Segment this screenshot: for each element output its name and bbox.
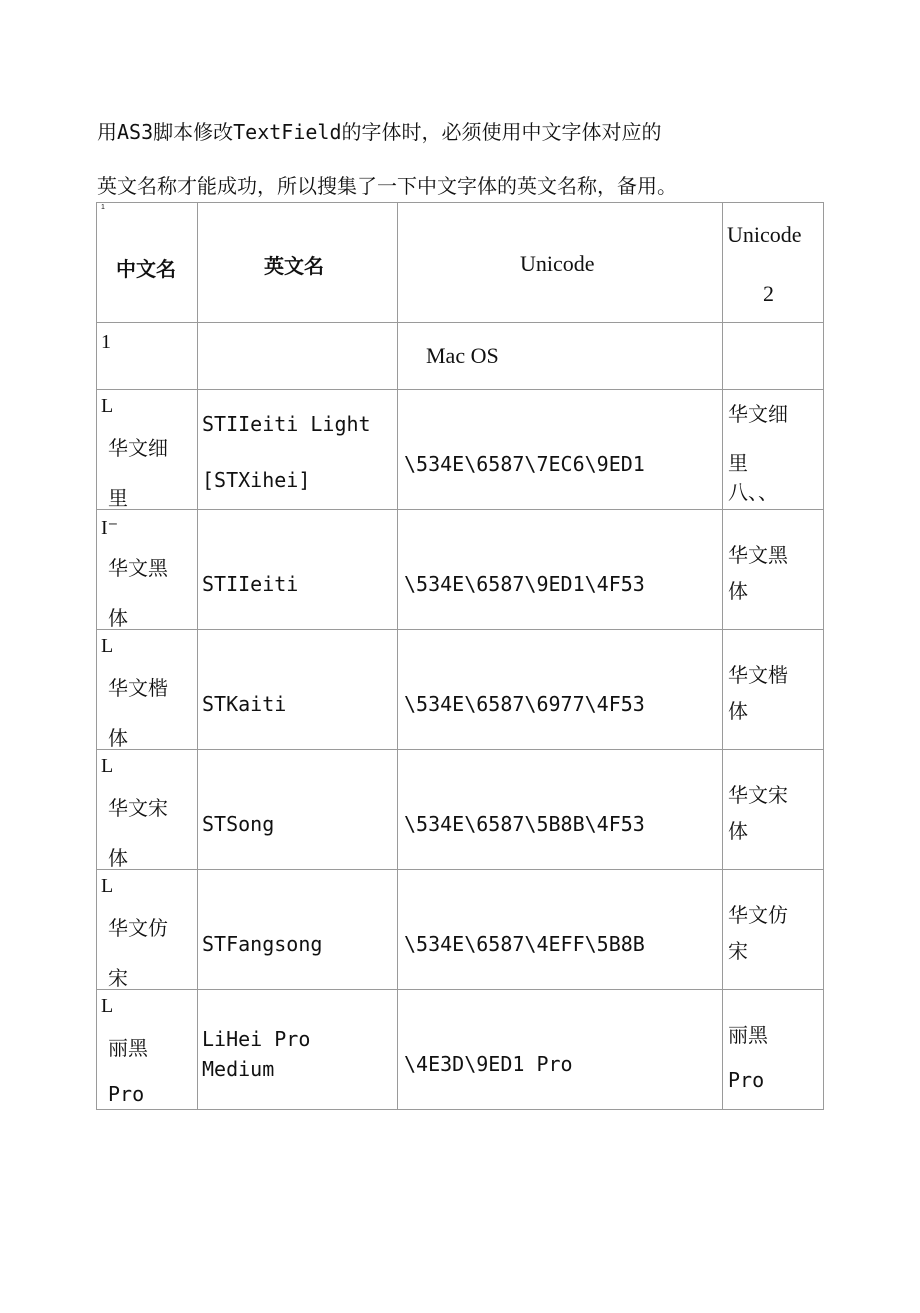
- unicode2-line1: 华文楷: [728, 663, 788, 687]
- english-name-line1: STIIeiti Light: [202, 412, 371, 436]
- corner-mark: 1: [101, 204, 105, 211]
- unicode2-line2: 体: [728, 819, 748, 843]
- unicode2-line1: 华文黑: [728, 543, 788, 567]
- chinese-name-line2: 宋: [108, 966, 128, 990]
- section-row-mac-os: [97, 323, 824, 390]
- unicode2-line1: 华文仿: [728, 903, 788, 927]
- unicode2-line1: 华文细: [728, 402, 788, 426]
- chinese-name-line1: 华文宋: [108, 796, 168, 820]
- unicode2-line2: Pro: [728, 1068, 765, 1092]
- header-unicode-2-line1: Unicode: [727, 222, 802, 247]
- english-name-line1: STSong: [202, 812, 275, 836]
- table-row: [97, 630, 824, 750]
- table-row: [97, 870, 824, 990]
- chinese-name-line1: 华文细: [108, 436, 168, 460]
- row-mark: L: [101, 395, 114, 417]
- header-chinese-name: 中文名: [116, 257, 176, 281]
- section-title: Mac OS: [426, 343, 499, 368]
- header-english-name: 英文名: [264, 254, 324, 278]
- unicode-value: \534E\6587\5B8B\4F53: [404, 812, 645, 836]
- header-cell-english-name: [198, 203, 398, 323]
- english-name-line1: STIIeiti: [202, 572, 299, 596]
- unicode-value: \534E\6587\6977\4F53: [404, 692, 645, 716]
- row-mark: L: [101, 995, 114, 1017]
- unicode2-line2: 体: [728, 699, 748, 723]
- header-unicode: Unicode: [520, 251, 595, 276]
- section-number: 1: [101, 331, 111, 353]
- unicode2-line1: 华文宋: [728, 783, 788, 807]
- unicode-value: \4E3D\9ED1 Pro: [404, 1052, 573, 1076]
- table-row: [97, 510, 824, 630]
- english-name-line2: [STXihei]: [202, 468, 311, 492]
- english-name-line1: STFangsong: [202, 932, 323, 956]
- header-cell-unicode-2: [723, 203, 824, 323]
- unicode2-line2: 宋: [728, 939, 748, 963]
- header-cell-unicode: [398, 203, 723, 323]
- chinese-name-line2: 体: [108, 606, 128, 630]
- unicode-value: \534E\6587\9ED1\4F53: [404, 572, 645, 596]
- intro-line-1: 用AS3脚本修改TextField的字体时，必须使用中文字体对应的: [97, 120, 662, 144]
- table-row: [97, 990, 824, 1110]
- chinese-name-line1: 丽黑: [108, 1036, 148, 1060]
- font-name-table: [96, 202, 824, 1110]
- row-mark: L: [101, 755, 114, 777]
- chinese-name-line2: 里: [108, 486, 128, 510]
- row-mark: I⁻: [101, 517, 119, 539]
- chinese-name-line2: 体: [108, 846, 128, 870]
- table-header-row: [97, 203, 824, 323]
- table-row: [97, 750, 824, 870]
- unicode2-line2: 里: [728, 451, 748, 475]
- english-name-line1: LiHei Pro: [202, 1027, 311, 1051]
- table-row: [97, 390, 824, 510]
- english-name-line2: Medium: [202, 1057, 275, 1081]
- unicode-value: \534E\6587\4EFF\5B8B: [404, 932, 645, 956]
- chinese-name-line2: Pro: [108, 1082, 145, 1106]
- chinese-name-line1: 华文黑: [108, 556, 168, 580]
- unicode2-line3: 八、、: [728, 480, 778, 504]
- row-mark: L: [101, 635, 114, 657]
- header-cell-chinese-name: [97, 203, 198, 323]
- row-mark: L: [101, 875, 114, 897]
- unicode-value: \534E\6587\7EC6\9ED1: [404, 452, 645, 476]
- chinese-name-line2: 体: [108, 726, 128, 750]
- unicode2-line1: 丽黑: [728, 1023, 768, 1047]
- chinese-name-line1: 华文仿: [108, 916, 168, 940]
- english-name-line1: STKaiti: [202, 692, 287, 716]
- intro-line-2: 英文名称才能成功，所以搜集了一下中文字体的英文名称，备用。: [97, 174, 677, 198]
- chinese-name-line1: 华文楷: [108, 676, 168, 700]
- header-unicode-2-line2: 2: [763, 281, 774, 306]
- unicode2-line2: 体: [728, 579, 748, 603]
